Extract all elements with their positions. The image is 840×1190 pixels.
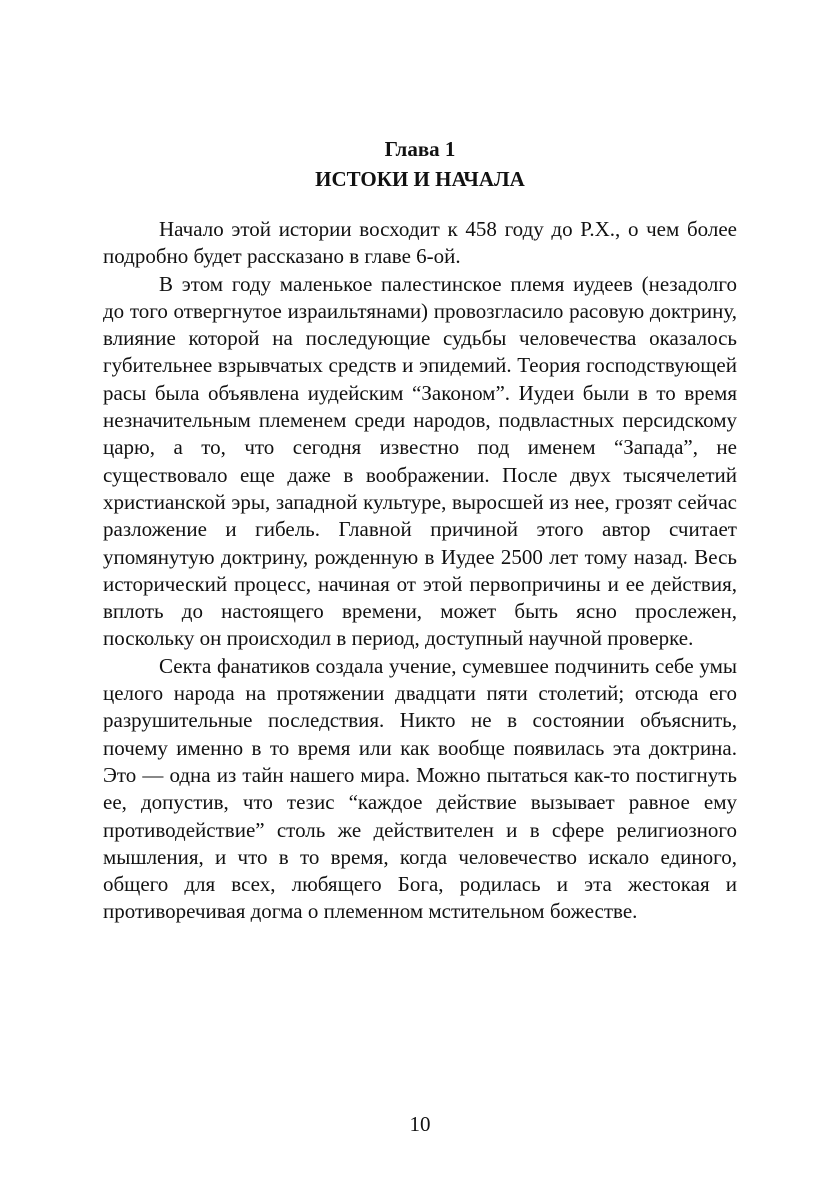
paragraph-2: В этом году маленькое палестинское племя иудеев (незадолго до того отвергнутое израильтянами) провозгласило расовую доктрину, влияние которой на последующие судьбы человечества оказалось губительнее взрывчатых средств и эпидемий. Теория господствующей расы была объявлена иудейским “Законом”. Иудеи были в то время незначительным племенем среди народов, подвластных персидскому царю, а то, что сегодня известно под именем “Запада”, не существовало еще даже в воображении. После двух тысячелетий христианской эры, западной культуре, выросшей из нее, грозят сейчас разложение и гибель. Главной причиной этого автор считает упомянутую доктрину, рожденную в Иудее 2500 лет тому назад. Весь исторический процесс, начиная от этой первопричины и ее действия, вплоть до настоящего времени, может быть ясно прослежен, поскольку он происходил в период, доступный научной проверке. [103,271,737,651]
paragraph-1: Начало этой истории восходит к 458 году до Р.Х., о чем более подробно будет рассказано в главе 6-ой. [103,217,737,269]
chapter-label: Глава 1 [384,137,456,161]
page-content [103,134,737,926]
chapter-title: ИСТОКИ И НАЧАЛА [315,167,525,191]
page-number: 10 [409,1112,431,1136]
paragraph-3: Секта фанатиков создала учение, сумевшее подчинить себе умы целого народа на протяжении двадцати пяти столетий; отсюда его разрушительные последствия. Никто не в состоянии объяснить, почему именно в то время или как вообще появилась эта доктрина. Это — одна из тайн нашего мира. Можно пытаться как-то постигнуть ее, допустив, что тезис “каждое действие вызывает равное ему противодействие” столь же действителен и в сфере религиозного мышления, и что в то время, когда человечество искало единого, общего для всех, любящего Бога, родилась и эта жестокая и противоречивая догма о племенном мстительном божестве. [103,653,737,924]
